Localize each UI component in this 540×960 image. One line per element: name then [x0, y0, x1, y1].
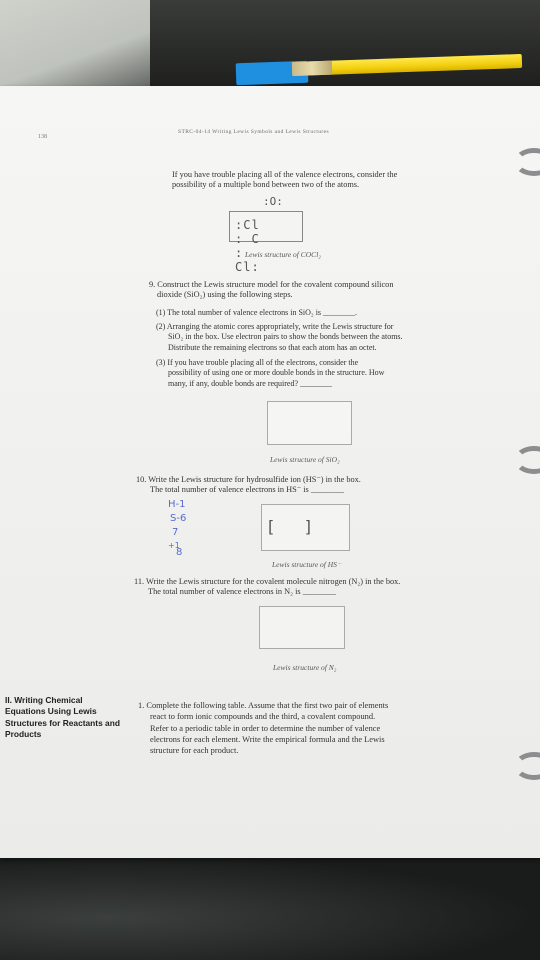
hs-caption: Lewis structure of HS⁻ [272, 560, 341, 569]
handwritten-note: 7 [172, 527, 179, 538]
sio2-caption: Lewis structure of SiO₂ [270, 455, 340, 464]
oxygen-symbol: :O: [263, 195, 283, 208]
hs-bracket-sketch: [ ] [268, 517, 311, 536]
q10-line: The total number of valence electrons in HS⁻ is ________ [150, 485, 345, 495]
q11-line: 11. Write the Lewis structure for the covalent molecule nitrogen (N₂) in the box. [134, 577, 401, 586]
q9-line: dioxide (SiO₂) using the following steps. [157, 290, 293, 300]
section-title-line: II. Writing Chemical [5, 695, 83, 705]
q9-step3-line: possibility of using one or more double bonds in the structure. How [168, 368, 385, 378]
desk-background-bottom [0, 855, 540, 960]
question-11 [134, 577, 400, 598]
q11-line: The total number of valence electrons in N₂ is ________ [148, 587, 336, 597]
page-number: 138 [38, 134, 47, 140]
q9-step2-line: SiO₂ in the box. Use electron pairs to show the bonds between the atoms. [168, 332, 403, 342]
handwritten-note: 8 [176, 547, 183, 558]
section-title-line: Products [5, 728, 42, 739]
q9-step-2 [156, 322, 403, 353]
hs-answer-box[interactable] [261, 504, 350, 551]
intro-text [172, 170, 397, 191]
binder-ring [514, 148, 540, 176]
s2q1-line: react to form ionic compounds and the third, a covalent compound. [150, 712, 376, 722]
q9-step2-line: Distribute the remaining electrons so that each atom has an octet. [168, 342, 377, 352]
worksheet-page [0, 86, 540, 858]
q10-line: 10. Write the Lewis structure for hydrosulfide ion (HS⁻) in the box. [136, 475, 361, 484]
q9-line: 9. Construct the Lewis structure model for the covalent compound silicon [149, 280, 394, 289]
handwritten-note: H-1 [168, 499, 186, 510]
intro-line: possibility of a multiple bond between two of the atoms. [172, 180, 360, 190]
section-2-question-1 [138, 700, 388, 756]
s2q1-line: electrons for each element. Write the empirical formula and the Lewis [150, 734, 385, 744]
q9-step3-line: (3) If you have trouble placing all of the electrons, consider the [156, 358, 359, 367]
q9-step-3 [156, 358, 384, 389]
dark-fabric [150, 0, 540, 90]
n2-answer-box[interactable] [259, 606, 345, 649]
question-9 [149, 280, 393, 301]
running-header: STRC-04-14 Writing Lewis Symbols and Lewis Structures [178, 129, 330, 135]
handwritten-note: S-6 [170, 513, 187, 524]
binder-ring [514, 752, 540, 780]
handwritten-note: +1 [168, 541, 180, 550]
cocl2-caption: Lewis structure of COCl₂ [245, 250, 321, 259]
q9-step3-line: many, if any, double bonds are required? ________ [168, 378, 333, 388]
sio2-answer-box[interactable] [267, 401, 352, 445]
section-2-title [5, 695, 130, 740]
q9-step-1: (1) The total number of valence electrons in SiO₂ is ________. [156, 308, 358, 317]
s2q1-line: 1. Complete the following table. Assume that the first two pair of elements [138, 701, 389, 710]
pencil-ferrule [292, 61, 332, 76]
section-title-line: Structures for Reactants and [5, 717, 120, 728]
s2q1-line: structure for each product. [150, 746, 239, 756]
q9-step2-line: (2) Arranging the atomic cores appropriately, write the Lewis structure for [156, 322, 394, 331]
intro-line: If you have trouble placing all of the valence electrons, consider the [172, 170, 398, 179]
s2q1-line: Refer to a periodic table in order to determine the number of valence [150, 723, 381, 733]
binder-ring [514, 446, 540, 474]
section-title-line: Equations Using Lewis [5, 706, 97, 717]
n2-caption: Lewis structure of N₂ [273, 663, 337, 672]
lewis-row: :Cl : C : Cl: [235, 218, 260, 274]
question-10 [136, 475, 361, 496]
